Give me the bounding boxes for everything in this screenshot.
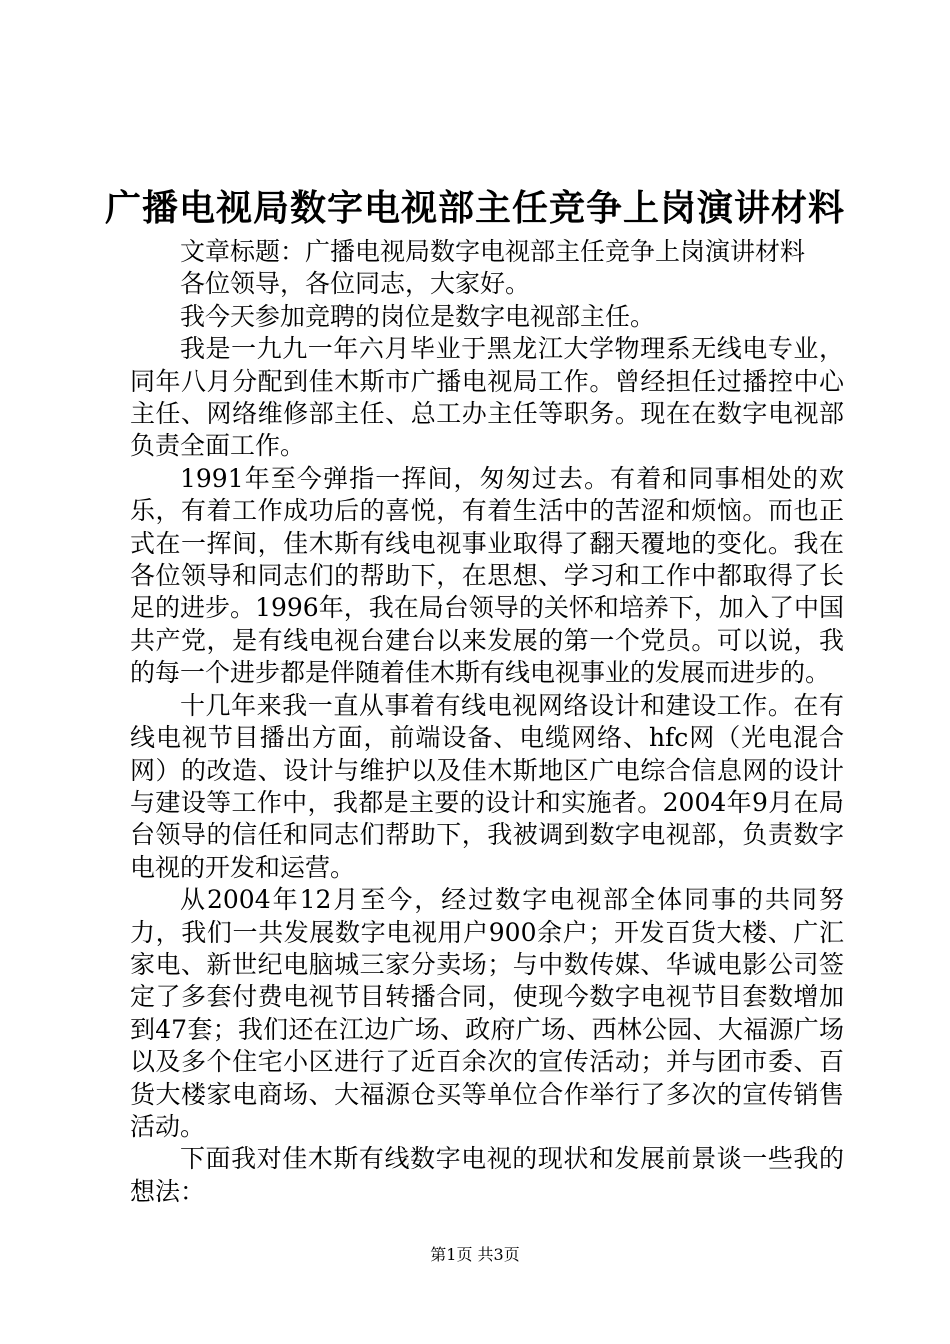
paragraph-experience: 十几年来我一直从事着有线电视网络设计和建设工作。在有线电视节目播出方面，前端设备、电缆网络、hfc网（光电混合网）的改造、设计与维护以及佳木斯地区广电综合信息网的设计与建设等工作中，我都是主要的设计和实施者。2004年9月在局台领导的信任和同志们帮助下，我被调到数字电视部，负责数字电视的开发和运营。 <box>130 690 844 882</box>
paragraph-position: 我今天参加竞聘的岗位是数字电视部主任。 <box>180 301 656 331</box>
paragraph-background: 我是一九九一年六月毕业于黑龙江大学物理系无线电专业，同年八月分配到佳木斯市广播电视局工作。曾经担任过播控中心主任、网络维修部主任、总工办主任等职务。现在在数字电视部负责全面工作。 <box>130 334 844 461</box>
paragraph-achievements: 从2004年12月至今，经过数字电视部全体同事的共同努力，我们一共发展数字电视用户900余户；开发百货大楼、广汇家电、新世纪电脑城三家分卖场；与中数传媒、华诚电影公司签定了多套付费电视节目转播合同，使现今数字电视节目套数增加到47套；我们还在江边广场、政府广场、西林公园、大福源广场以及多个住宅小区进行了近百余次的宣传活动；并与团市委、百货大楼家电商场、大福源仓买等单位合作举行了多次的宣传销售活动。 <box>130 885 844 1141</box>
paragraph-greeting: 各位领导，各位同志，大家好。 <box>180 269 531 299</box>
paragraph-history: 1991年至今弹指一挥间，匆匆过去。有着和同事相处的欢乐，有着工作成功后的喜悦，有着生活中的苦涩和烦恼。而也正式在一挥间，佳木斯有线电视事业取得了翻天覆地的变化。我在各位领导和同志们的帮助下，在思想、学习和工作中都取得了长足的进步。1996年，我在局台领导的关怀和培养下，加入了中国共产党，是有线电视台建台以来发展的第一个党员。可以说，我的每一个进步都是伴随着佳木斯有线电视事业的发展而进步的。 <box>130 463 844 688</box>
page-title: 广播电视局数字电视部主任竞争上岗演讲材料 <box>104 187 845 229</box>
paragraph-article-title: 文章标题：广播电视局数字电视部主任竞争上岗演讲材料 <box>180 237 806 266</box>
page-number-footer: 第1页 共3页 <box>430 1245 520 1264</box>
paragraph-outlook: 下面我对佳木斯有线数字电视的现状和发展前景谈一些我的想法： <box>130 1144 844 1206</box>
document-body <box>130 236 844 1208</box>
